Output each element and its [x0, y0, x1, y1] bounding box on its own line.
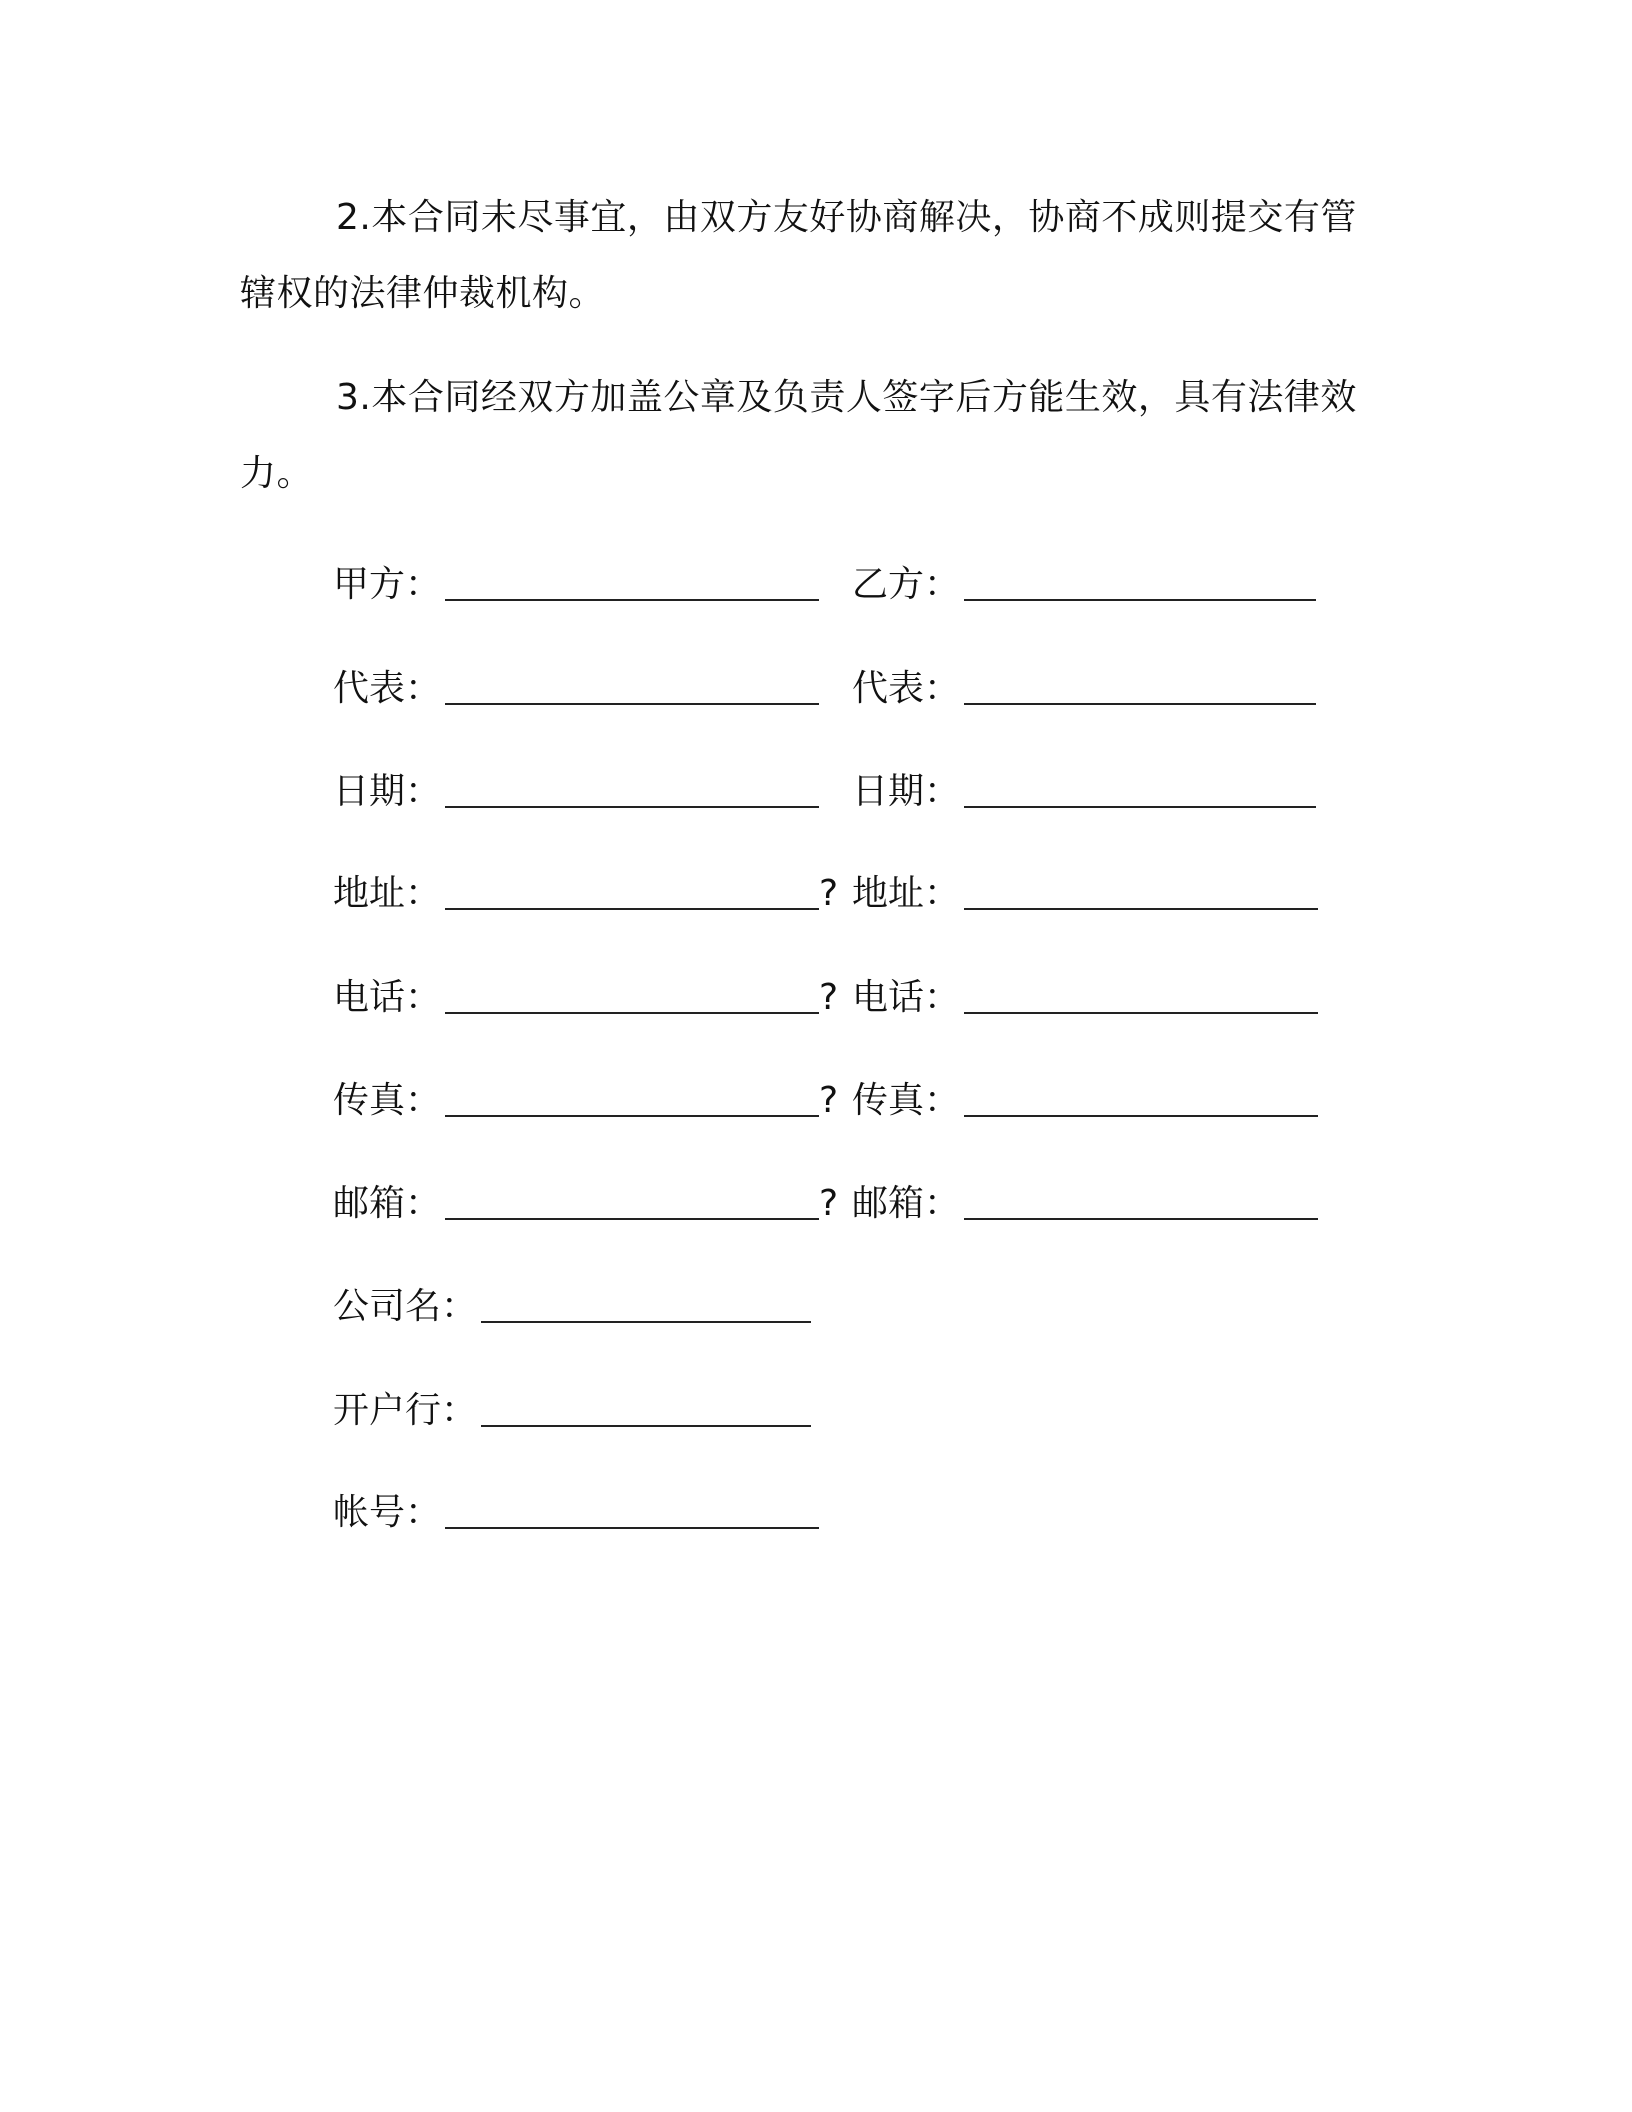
row-separator: ? [819, 1183, 839, 1224]
bank-row [0, 1381, 1632, 1441]
date-b-blank[interactable] [964, 762, 1316, 808]
email-b-label: 邮箱： [852, 1183, 961, 1224]
clause-3-paragraph: 3.本合同经双方加盖公章及负责人签字后方能生效，具有法律效力。 [240, 377, 1357, 494]
address-b-field [852, 864, 1318, 924]
party-a-label: 甲方： [333, 564, 442, 605]
phone-b-field [852, 968, 1318, 1028]
signature-row-fax [0, 1071, 1632, 1131]
signature-row-party [0, 555, 1632, 615]
address-a-blank[interactable] [445, 864, 819, 910]
signature-row-phone [0, 968, 1632, 1028]
representative-b-label: 代表： [852, 668, 961, 709]
phone-a-blank[interactable] [445, 968, 819, 1014]
phone-a-field [333, 968, 849, 1028]
signature-row-representative [0, 659, 1632, 719]
phone-a-label: 电话： [333, 977, 442, 1018]
address-b-label: 地址： [852, 873, 961, 914]
representative-a-blank[interactable] [445, 659, 819, 705]
representative-b-field [852, 659, 1316, 719]
fax-a-label: 传真： [333, 1080, 442, 1121]
row-separator: ? [819, 1080, 839, 1121]
bank-label: 开户行： [333, 1390, 478, 1431]
email-a-field [333, 1174, 849, 1234]
account-label: 帐号： [333, 1492, 442, 1533]
bank-field [333, 1381, 811, 1441]
company-name-field [333, 1277, 811, 1337]
signature-row-address [0, 864, 1632, 924]
representative-a-field [333, 659, 847, 719]
bank-blank[interactable] [481, 1381, 811, 1427]
fax-b-field [852, 1071, 1318, 1131]
signature-row-date [0, 762, 1632, 822]
email-b-blank[interactable] [964, 1174, 1318, 1220]
address-a-field [333, 864, 849, 924]
party-a-blank[interactable] [445, 555, 819, 601]
email-a-blank[interactable] [445, 1174, 819, 1220]
company-name-label: 公司名： [333, 1286, 478, 1327]
row-separator: ? [819, 873, 839, 914]
account-blank[interactable] [445, 1483, 819, 1529]
date-a-field [333, 762, 847, 822]
representative-b-blank[interactable] [964, 659, 1316, 705]
fax-b-blank[interactable] [964, 1071, 1318, 1117]
party-b-label: 乙方： [852, 564, 961, 605]
date-a-blank[interactable] [445, 762, 819, 808]
signature-row-email [0, 1174, 1632, 1234]
address-b-blank[interactable] [964, 864, 1318, 910]
phone-b-blank[interactable] [964, 968, 1318, 1014]
row-separator: ? [819, 977, 839, 1018]
company-name-row [0, 1277, 1632, 1337]
email-a-label: 邮箱： [333, 1183, 442, 1224]
fax-a-blank[interactable] [445, 1071, 819, 1117]
fax-b-label: 传真： [852, 1080, 961, 1121]
account-field [333, 1483, 819, 1543]
date-b-label: 日期： [852, 771, 961, 812]
date-a-label: 日期： [333, 771, 442, 812]
date-b-field [852, 762, 1316, 822]
account-row [0, 1483, 1632, 1543]
address-a-label: 地址： [333, 873, 442, 914]
party-a-field [333, 555, 847, 615]
fax-a-field [333, 1071, 849, 1131]
company-name-blank[interactable] [481, 1277, 811, 1323]
representative-a-label: 代表： [333, 668, 442, 709]
party-b-field [852, 555, 1316, 615]
party-b-blank[interactable] [964, 555, 1316, 601]
phone-b-label: 电话： [852, 977, 961, 1018]
clause-2-paragraph: 2.本合同未尽事宜，由双方友好协商解决，协商不成则提交有管辖权的法律仲裁机构。 [240, 197, 1357, 314]
email-b-field [852, 1174, 1318, 1234]
